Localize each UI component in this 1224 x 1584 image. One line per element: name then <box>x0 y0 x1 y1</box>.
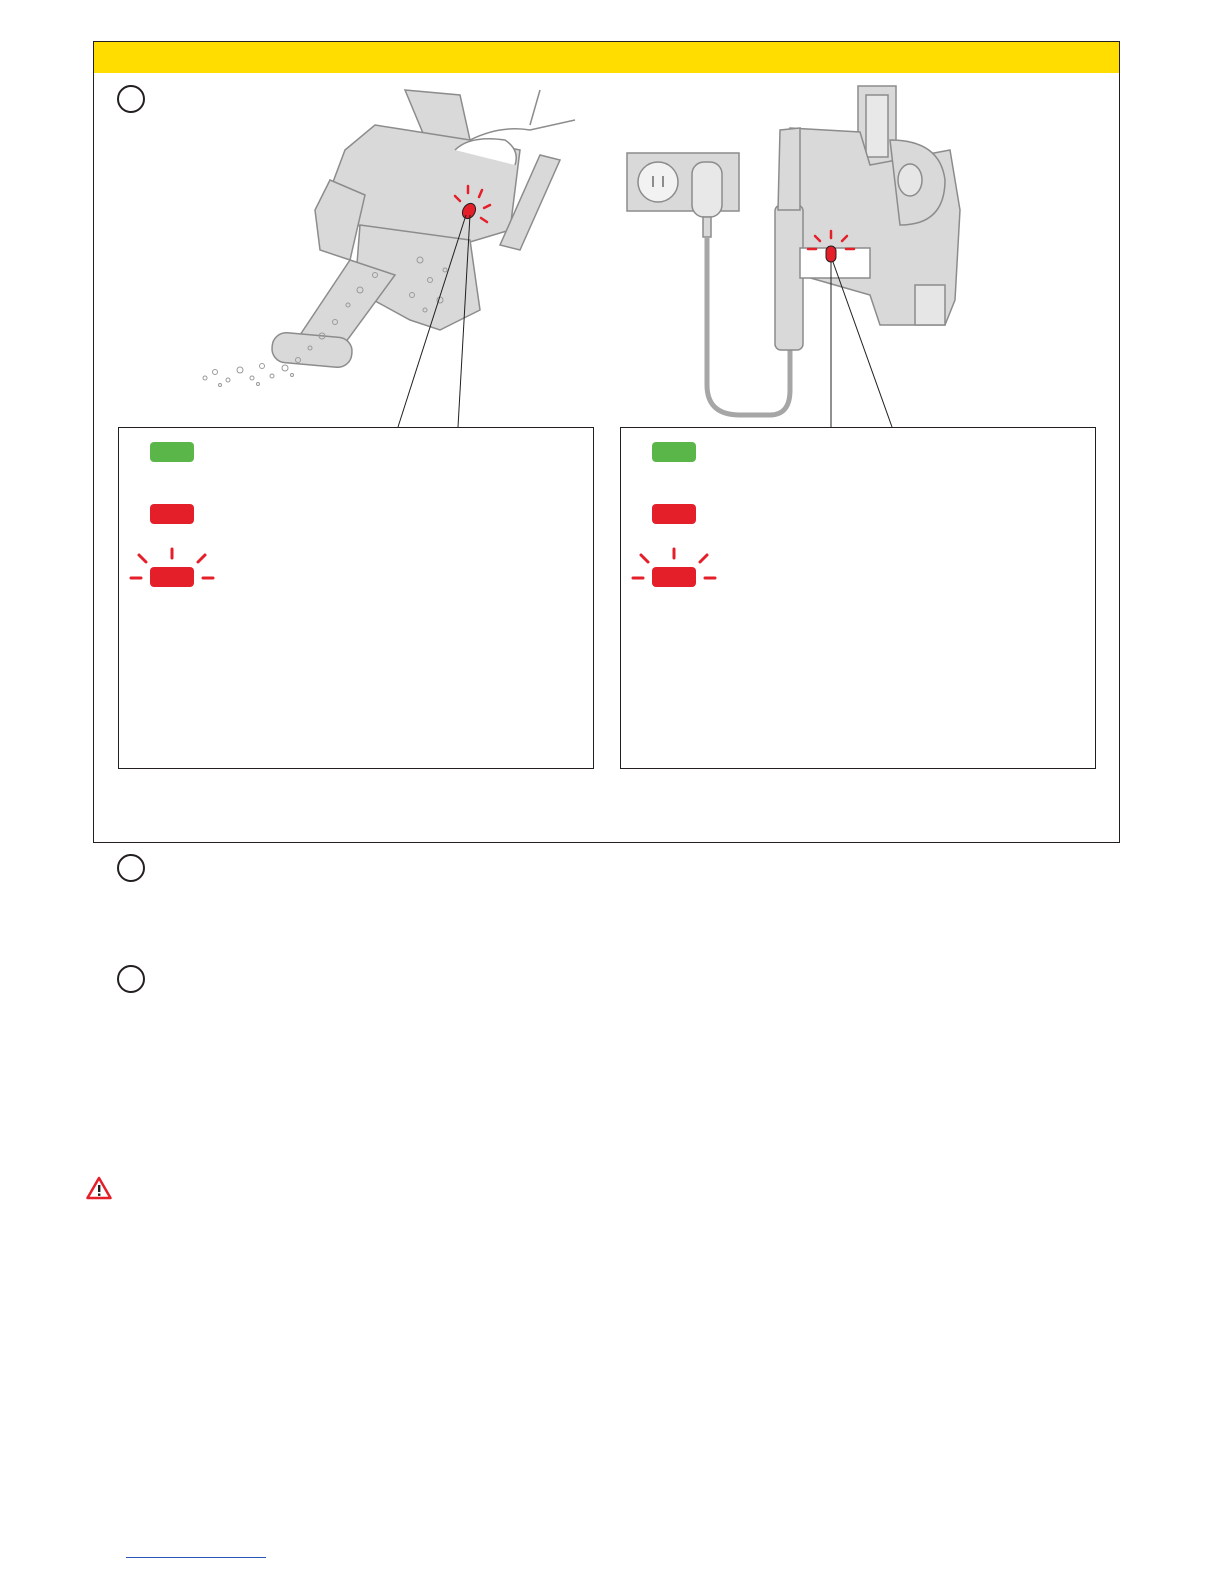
link-underline[interactable] <box>126 1557 266 1558</box>
right-led-legend <box>620 427 1096 769</box>
led-solid-green <box>652 442 696 462</box>
vacuum-docked-illustration <box>775 86 960 350</box>
led-solid-red <box>652 504 696 524</box>
led-flashing-red <box>630 546 720 590</box>
led-solid-red <box>150 504 194 524</box>
led-flashing-red <box>128 546 218 590</box>
vacuum-emptying-illustration <box>271 90 575 368</box>
left-led-legend <box>118 427 594 769</box>
wall-outlet-illustration <box>627 153 739 237</box>
warning-icon <box>86 1176 112 1200</box>
led-solid-green <box>150 442 194 462</box>
